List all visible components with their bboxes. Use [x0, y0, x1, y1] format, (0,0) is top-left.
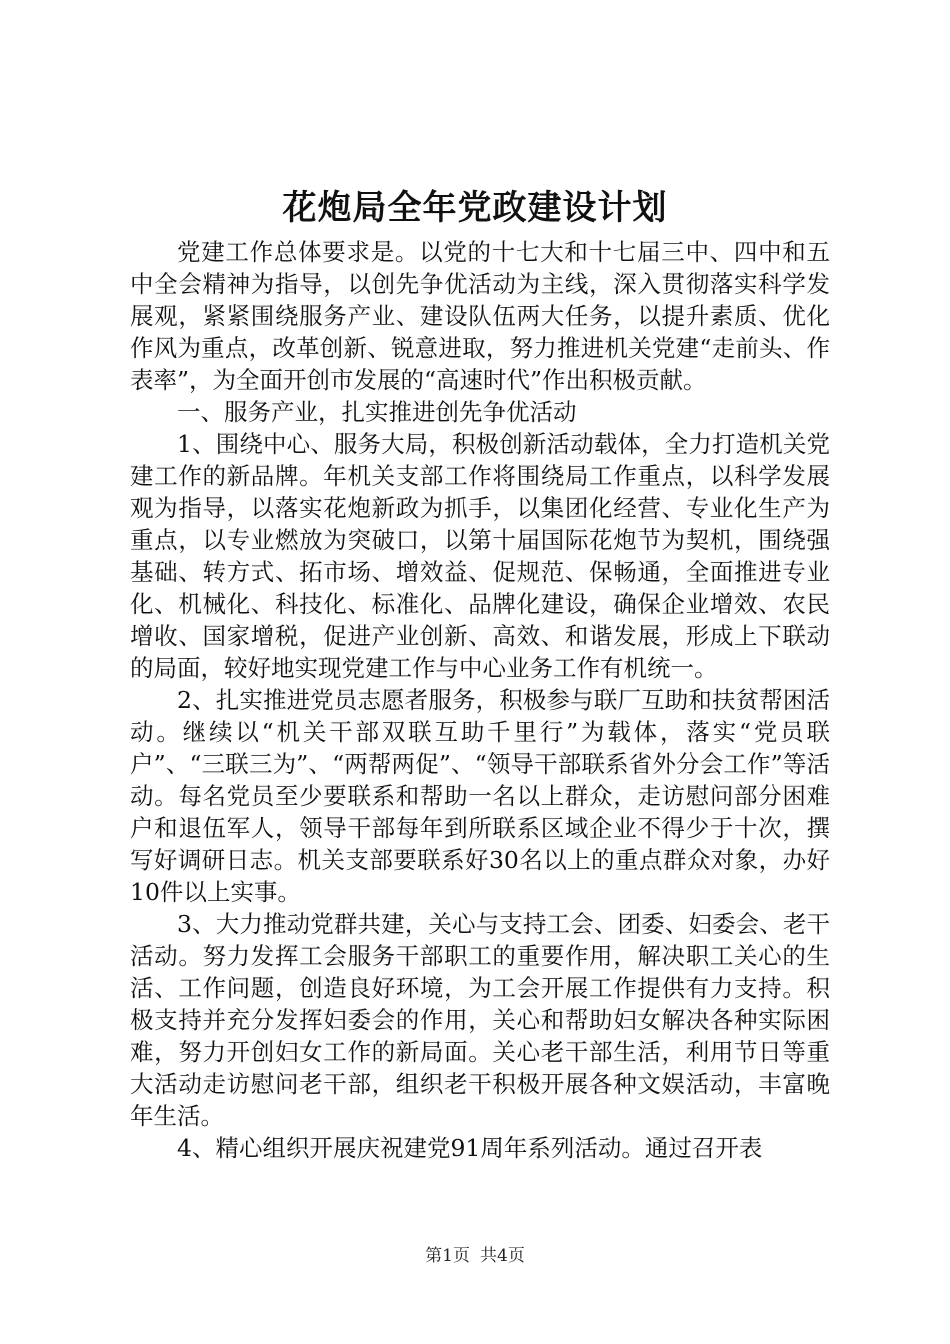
page-number: 第1页 [425, 1246, 470, 1266]
body-paragraph: 3、大力推动党群共建，关心与支持工会、团委、妇委会、老干活动。努力发挥工会服务干部职工的重要作用，解决职工关心的生活、工作问题，创造良好环境，为工会开展工作提供有力支持。积极支持并充分发挥妇委会的作用，关心和帮助妇女解决各种实际困难，努力开创妇女工作的新局面。关心老干部生活，利用节日等重大活动走访慰问老干部，组织老干积极开展各种文娱活动，丰富晚年生活。 [130, 910, 830, 1130]
page-total: 共4页 [480, 1246, 525, 1266]
section-heading: 一、服务产业，扎实推进创先争优活动 [177, 398, 577, 426]
body-paragraph: 2、扎实推进党员志愿者服务，积极参与联厂互助和扶贫帮困活动。继续以“机关干部双联互助千里行”为载体，落实“党员联户”、“三联三为”、“两帮两促”、“领导干部联系省外分会工作”等活动。每名党员至少要联系和帮助一名以上群众，走访慰问部分困难户和退伍军人，领导干部每年到所联系区域企业不得少于十次，撰写好调研日志。机关支部要联系好30名以上的重点群众对象，办好10件以上实事。 [130, 686, 830, 906]
document-title: 花炮局全年党政建设计划 [282, 188, 668, 228]
body-paragraph: 4、精心组织开展庆祝建党91周年系列活动。通过召开表 [177, 1134, 763, 1162]
intro-paragraph: 党建工作总体要求是。以党的十七大和十七届三中、四中和五中全会精神为指导，以创先争优活动为主线，深入贯彻落实科学发展观，紧紧围绕服务产业、建设队伍两大任务，以提升素质、优化作风为重点，改革创新、锐意进取，努力推进机关党建“走前头、作表率”，为全面开创市发展的“高速时代”作出积极贡献。 [130, 238, 830, 394]
page-footer [0, 1244, 950, 1268]
body-paragraph: 1、围绕中心、服务大局，积极创新活动载体，全力打造机关党建工作的新品牌。年机关支部工作将围绕局工作重点，以科学发展观为指导，以落实花炮新政为抓手，以集团化经营、专业化生产为重点，以专业燃放为突破口，以第十届国际花炮节为契机，围绕强基础、转方式、拓市场、增效益、促规范、保畅通，全面推进专业化、机械化、科技化、标准化、品牌化建设，确保企业增效、农民增收、国家增税，促进产业创新、高效、和谐发展，形成上下联动的局面，较好地实现党建工作与中心业务工作有机统一。 [130, 430, 830, 682]
document-body [130, 236, 830, 1164]
